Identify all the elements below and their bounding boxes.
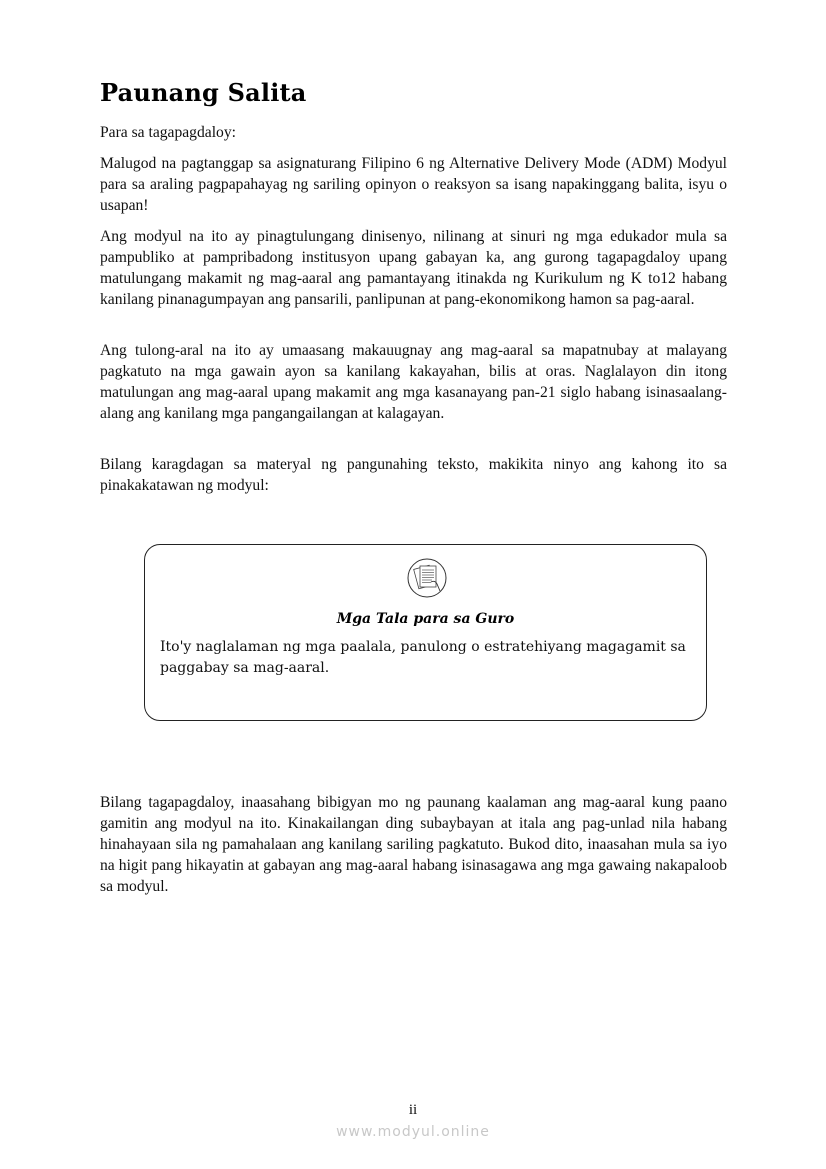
paragraph-learning-aid: Ang tulong-aral na ito ay umaasang makauugnay ang mag-aaral sa mapatnubay at malayang pagkatuto na mga gawain ayon sa kanilang kakayahan, bilis at oras. Naglalayon din itong matulungan ang mag-aaral upang makamit ang mga kasanayang pan-21 siglo habang isinasaalang-alang ang kanilang mga pangangailangan at kalagayan. xyxy=(100,342,727,422)
page-number: ii xyxy=(408,1102,418,1118)
intro-salutation: Para sa tagapagdaloy: xyxy=(100,124,236,141)
teacher-notes-text: Ito'y naglalaman ng mga paalala, panulong o estratehiyang magagamit sa paggabay sa mag-aaral. xyxy=(160,639,686,676)
paragraph-facilitator-role: Bilang tagapagdaloy, inaasahang bibigyan mo ng paunang kaalaman ang mag-aaral kung paano gamitin ang modyul na ito. Kinakailangan ding subaybayan at itala ang pag-unlad nila habang hinahayaan sila ng pamahalaan ang kanilang sariling pagkatuto. Bukod dito, inaasahan mula sa iyo na higit pang hikayatin at gabayan ang mag-aaral habang isinasagawa ang mga gawaing nakapaloob sa modyul. xyxy=(100,794,727,895)
paragraph-additional-material: Bilang karagdagan sa materyal ng pangunahing teksto, makikita ninyo ang kahong ito sa pinakakatawan ng modyul: xyxy=(100,456,727,494)
watermark: www.modyul.online xyxy=(336,1124,490,1140)
page-title: Paunang Salita xyxy=(100,78,307,107)
teacher-notes-title: Mga Tala para sa Guro xyxy=(336,611,515,627)
paragraph-welcome: Malugod na pagtanggap sa asignaturang Filipino 6 ng Alternative Delivery Mode (ADM) Modyul para sa araling pagpapahayag ng sariling opinyon o reaksyon sa isang napakinggang balita, isyu o usapan! xyxy=(100,155,727,214)
teacher-notes-icon xyxy=(407,558,447,598)
teacher-notes-box xyxy=(144,544,707,721)
paragraph-module-design: Ang modyul na ito ay pinagtulungang dinisenyo, nilinang at sinuri ng mga edukador mula sa pampubliko at pampribadong institusyon upang gabayan ka, ang gurong tagapagdaloy upang matulungang makamit ng mag-aaral ang pamantayang itinakda ng Kurikulum ng K to12 habang kanilang pinanagumpayan ang pansarili, panlipunan at pang-ekonomikong hamon sa pag-aaral. xyxy=(100,228,727,308)
